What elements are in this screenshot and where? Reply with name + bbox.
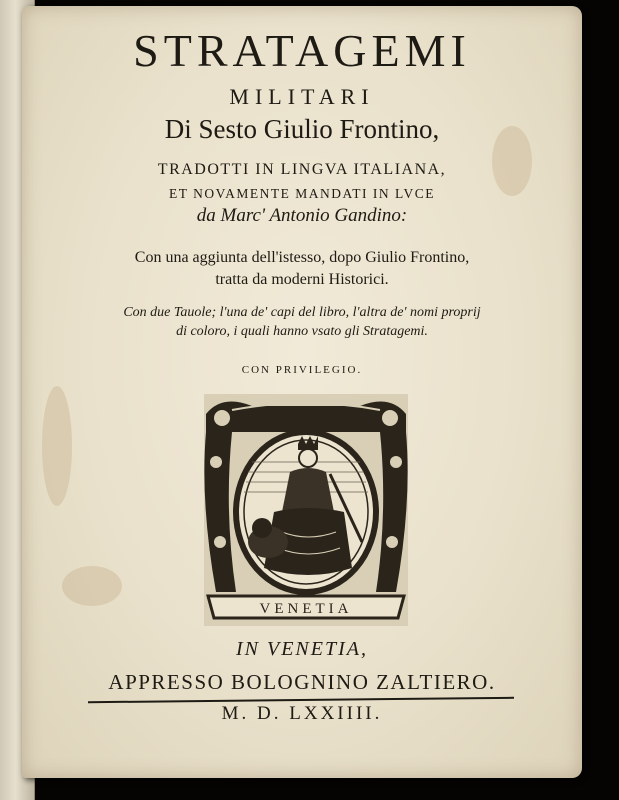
- title-page: [22, 6, 582, 778]
- author-line: Di Sesto Giulio Frontino,: [164, 114, 440, 144]
- book-title: STRATAGEMI: [133, 25, 471, 76]
- publisher-line: APPRESSO BOLOGNINO ZALTIERO.: [108, 670, 496, 694]
- foxing-stain: [42, 386, 72, 506]
- addition-line-1: Con una aggiunta dell'istesso, dopo Giulio Frontino,: [134, 249, 470, 266]
- place-line: IN VENETIA,: [236, 638, 368, 660]
- tables-line-1: Con due Tauole; l'una de' capi del libro, l'altra de' nomi proprij: [123, 305, 481, 320]
- foxing-stain: [62, 566, 122, 606]
- translation-line-2: ET NOVAMENTE MANDATI IN LVCE: [169, 186, 435, 201]
- printers-device-emblem-icon: [202, 392, 410, 628]
- translator-line: da Marc' Antonio Gandino:: [196, 205, 408, 226]
- addition-line-2: tratta da moderni Historici.: [215, 271, 389, 288]
- translation-line-1: TRADOTTI IN LINGVA ITALIANA,: [157, 161, 447, 178]
- privilege-line: CON PRIVILEGIO.: [241, 364, 363, 376]
- tables-line-2: di coloro, i quali hanno vsato gli Stratagemi.: [176, 324, 428, 339]
- emblem-banner-text: VENETIA: [259, 601, 353, 617]
- date-line: M. D. LXXIIII.: [221, 703, 383, 724]
- book-subtitle: MILITARI: [229, 84, 375, 109]
